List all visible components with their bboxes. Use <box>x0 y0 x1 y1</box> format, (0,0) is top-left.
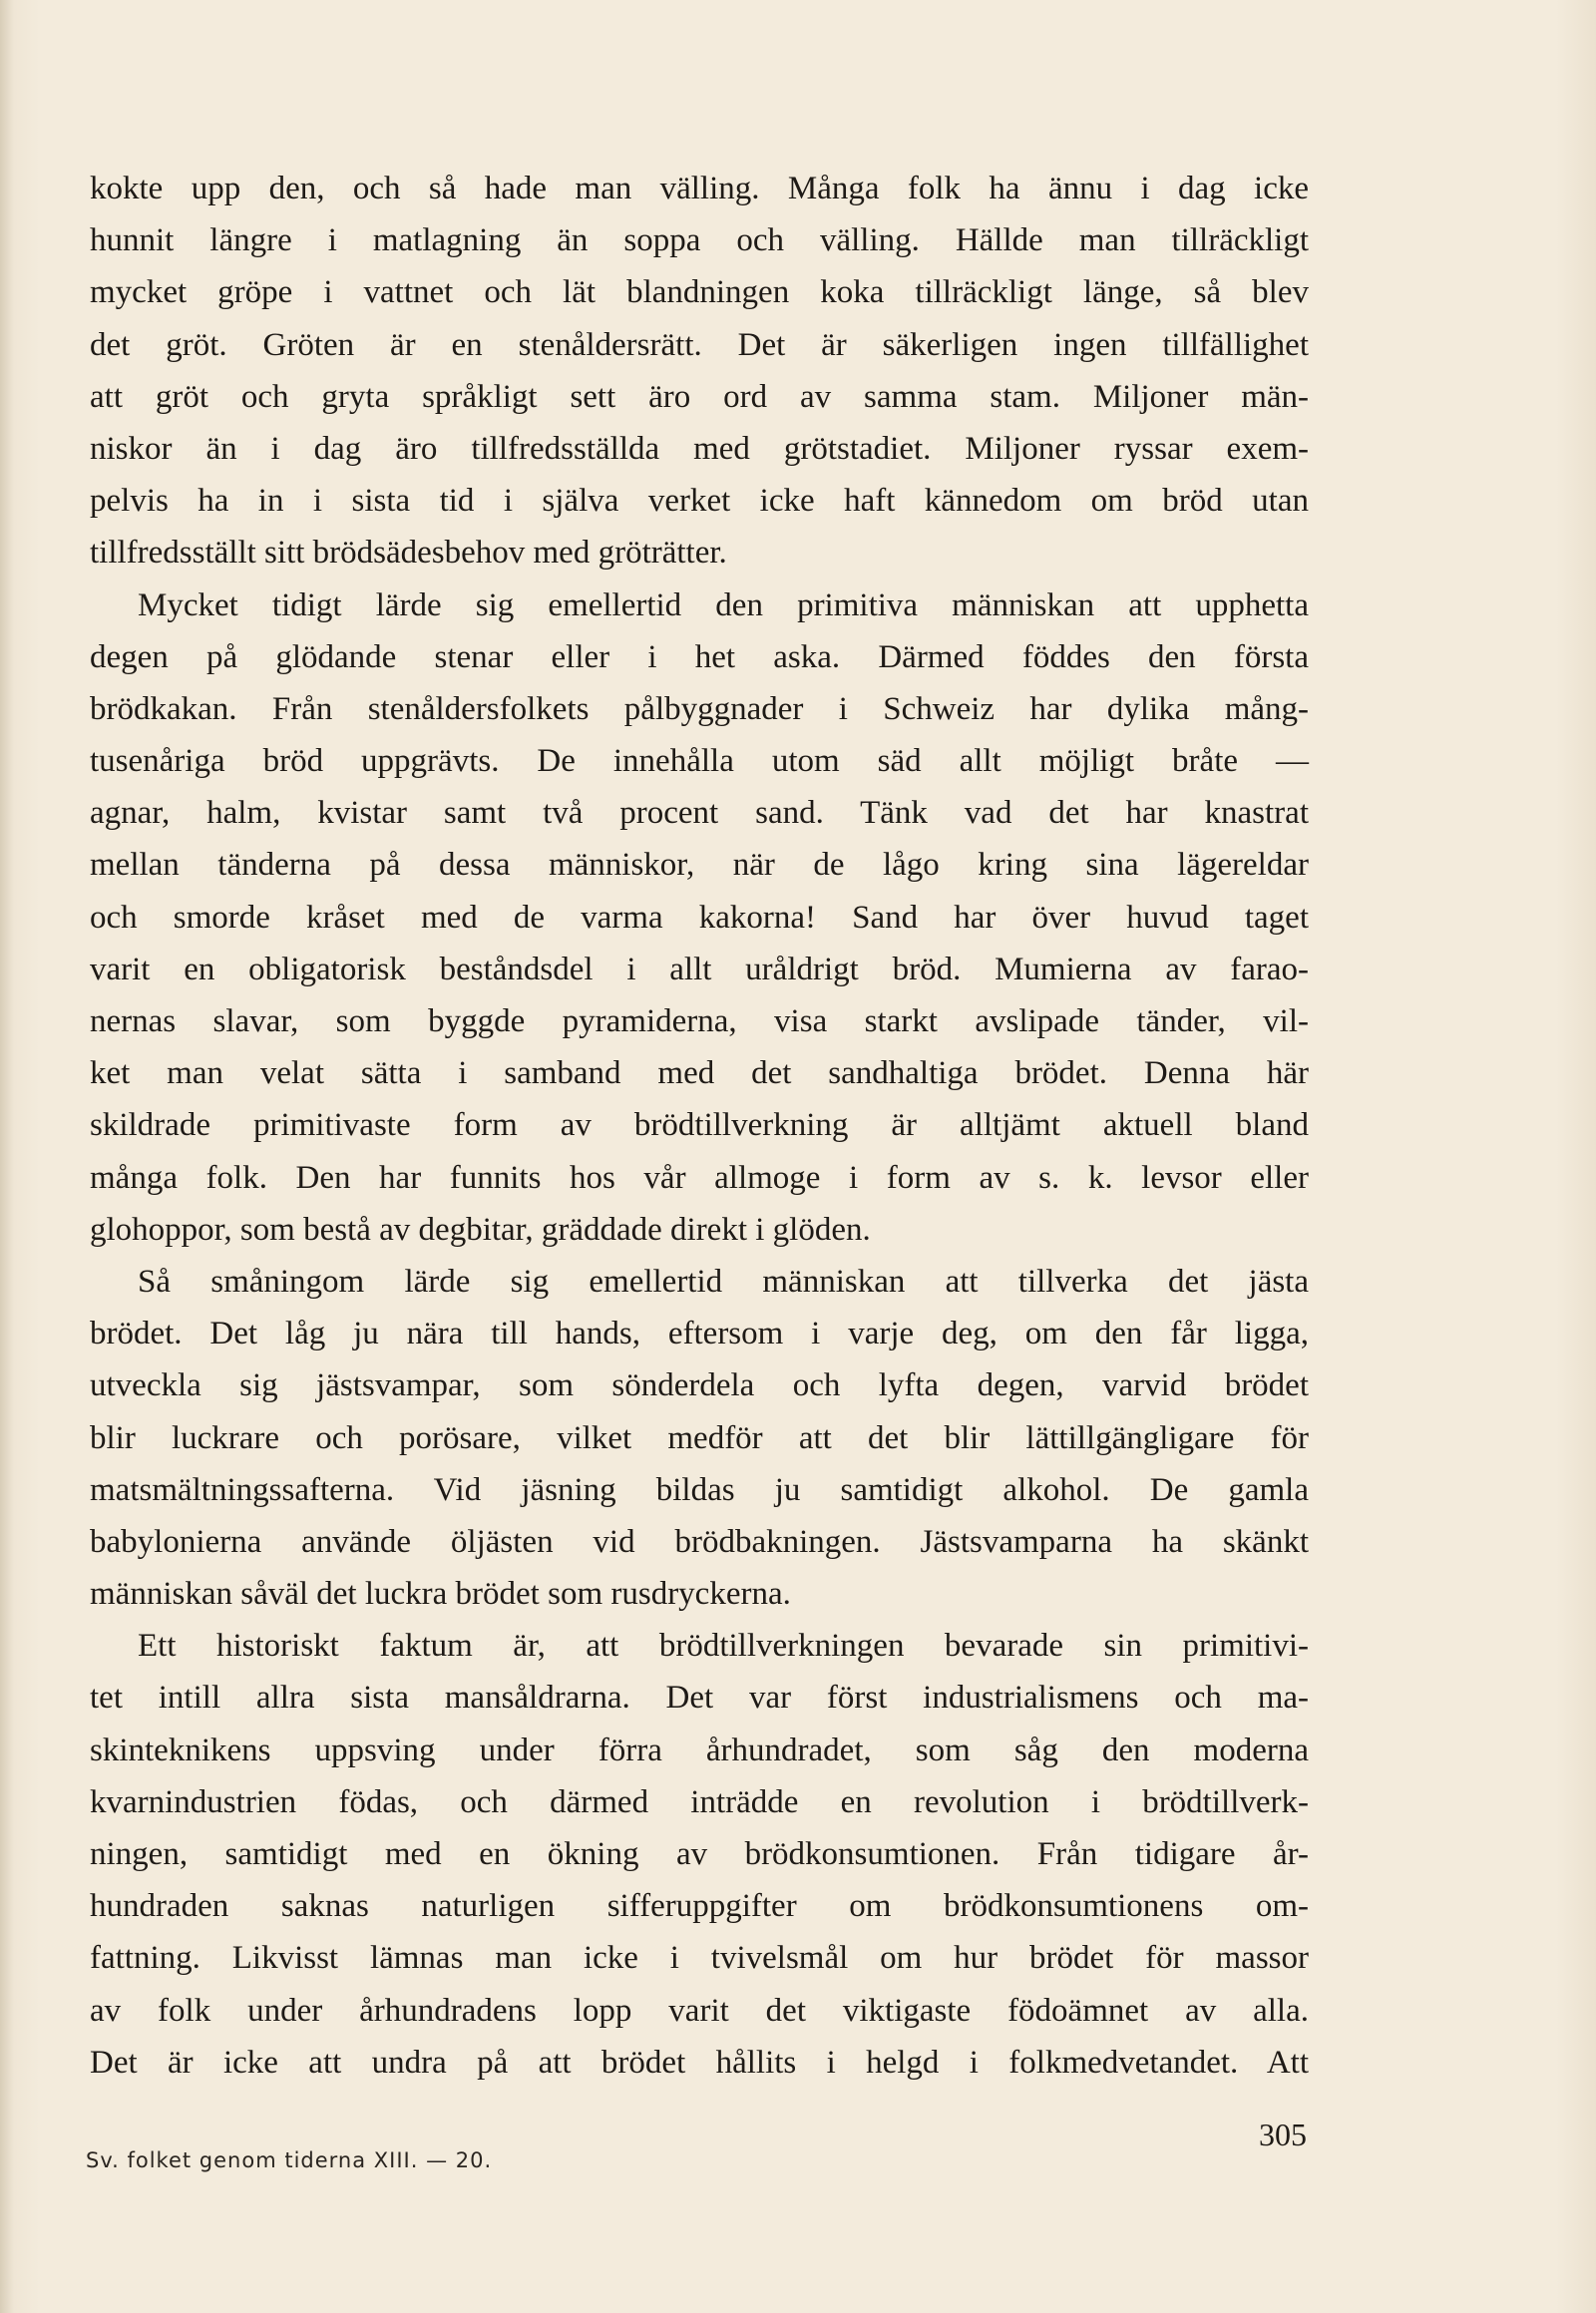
text-line: blir luckrare och porösare, vilket medför att det blir lättillgängligare för <box>90 1419 1309 1456</box>
text-line: hundraden saknas naturligen sifferuppgifter om brödkonsumtionens om- <box>90 1888 1309 1925</box>
text-line: nernas slavar, som byggde pyramiderna, visa starkt avslipade tänder, vil- <box>90 1003 1309 1039</box>
text-line: ningen, samtidigt med en ökning av brödkonsumtionen. Från tidigare år- <box>90 1836 1309 1872</box>
text-line: människan såväl det luckra brödet som rusdryckerna. <box>90 1576 791 1613</box>
text-line: kvarnindustrien födas, och därmed inträdde en revolution i brödtillverk- <box>90 1783 1309 1820</box>
text-line: hunnit längre i matlagning än soppa och välling. Hällde man tillräckligt <box>90 222 1309 259</box>
text-line: tillfredsställt sitt brödsädesbehov med gröträtter. <box>90 535 727 572</box>
text-line: matsmältningssafterna. Vid jäsning bildas ju samtidigt alkohol. De gamla <box>90 1471 1309 1508</box>
text-line: och smorde kråset med de varma kakorna! Sand har över huvud taget <box>90 899 1309 936</box>
text-line: att gröt och gryta språkligt sett äro ord av samma stam. Miljoner män- <box>90 378 1309 415</box>
text-line: ket man velat sätta i samband med det sandhaltiga brödet. Denna här <box>90 1055 1309 1092</box>
text-line: fattning. Likvisst lämnas man icke i tvivelsmål om hur brödet för massor <box>90 1940 1309 1977</box>
text-line: utveckla sig jästsvampar, som sönderdela och lyfta degen, varvid brödet <box>90 1367 1309 1404</box>
text-line: tet intill allra sista mansåldrarna. Det var först industrialismens och ma- <box>90 1680 1309 1717</box>
text-line: Så småningom lärde sig emellertid människan att tillverka det jästa <box>138 1263 1309 1300</box>
text-line: Det är icke att undra på att brödet hållits i helgd i folkmedvetandet. Att <box>90 2044 1309 2081</box>
text-line: glohoppor, som bestå av degbitar, gräddade direkt i glöden. <box>90 1211 871 1248</box>
body-text <box>90 163 1309 2089</box>
text-line: många folk. Den har funnits hos vår allmoge i form av s. k. levsor eller <box>90 1159 1309 1196</box>
text-line: kokte upp den, och så hade man välling. Många folk ha ännu i dag icke <box>90 171 1309 206</box>
text-line: Ett historiskt faktum är, att brödtillverkningen bevarade sin primitivi- <box>138 1628 1309 1665</box>
text-line: skinteknikens uppsving under förra århundradet, som såg den moderna <box>90 1732 1309 1768</box>
text-line: brödet. Det låg ju nära till hands, eftersom i varje deg, om den får ligga, <box>90 1316 1309 1352</box>
text-line: av folk under århundradens lopp varit det viktigaste födoämnet av alla. <box>90 1992 1309 2029</box>
text-line: det gröt. Gröten är en stenåldersrätt. Det är säkerligen ingen tillfällighet <box>90 326 1309 363</box>
signature-footer: Sv. folket genom tiderna XIII. — 20. <box>86 2148 493 2172</box>
text-line: skildrade primitivaste form av brödtillverkning är alltjämt aktuell bland <box>90 1107 1309 1144</box>
text-line: babylonierna använde öljästen vid brödbakningen. Jästsvamparna ha skänkt <box>90 1523 1309 1560</box>
text-line: brödkakan. Från stenåldersfolkets pålbyggnader i Schweiz har dylika mång- <box>90 690 1309 727</box>
text-line: agnar, halm, kvistar samt två procent sand. Tänk vad det har knastrat <box>90 795 1309 832</box>
text-line: mycket gröpe i vattnet och lät blandningen koka tillräckligt länge, så blev <box>90 274 1309 311</box>
text-line: varit en obligatorisk beståndsdel i allt uråldrigt bröd. Mumierna av farao- <box>90 951 1309 987</box>
page-number: 305 <box>1259 2117 1307 2152</box>
text-line: tusenåriga bröd uppgrävts. De innehålla utom säd allt möjligt bråte — <box>90 743 1309 780</box>
text-line: mellan tänderna på dessa människor, när de lågo kring sina lägereldar <box>90 847 1309 884</box>
text-line: degen på glödande stenar eller i het aska. Därmed föddes den första <box>90 638 1309 675</box>
text-line: niskor än i dag äro tillfredsställda med grötstadiet. Miljoner ryssar exem- <box>90 430 1309 467</box>
text-line: pelvis ha in i sista tid i själva verket icke haft kännedom om bröd utan <box>90 483 1309 520</box>
text-line: Mycket tidigt lärde sig emellertid den primitiva människan att upphetta <box>138 586 1309 623</box>
